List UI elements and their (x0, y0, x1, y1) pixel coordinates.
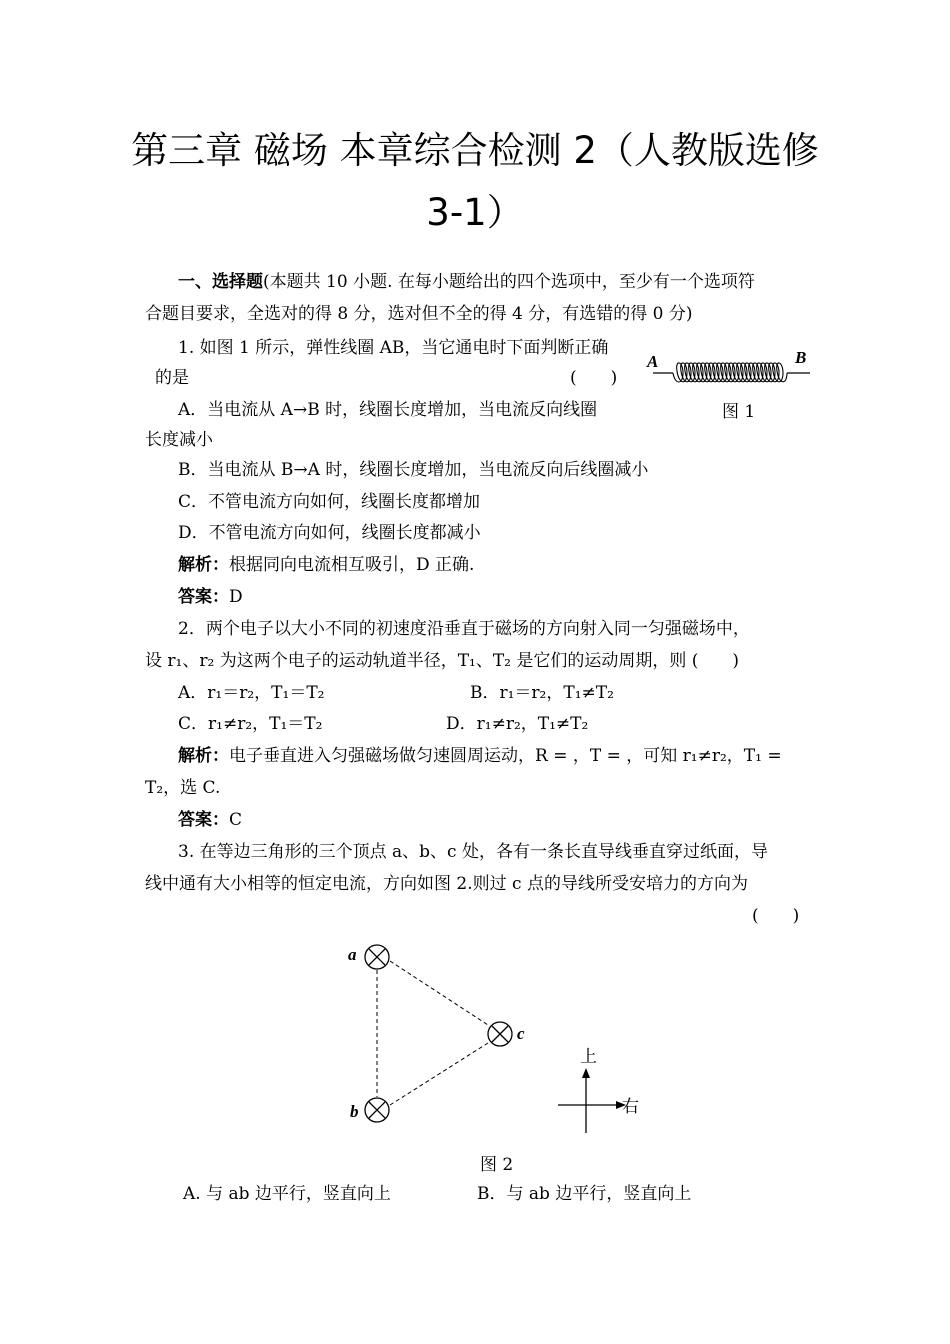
q3-answer-paren: ( ) (752, 906, 800, 926)
figure-2-label-a: a (348, 945, 357, 964)
q1-stem-line2: 的是 (155, 368, 189, 388)
q1-option-a-line2: 长度减小 (145, 430, 213, 450)
q2-analysis-line1 (178, 744, 782, 768)
q2-answer-label: 答案： (178, 810, 229, 830)
wire-b-into-page-icon (365, 1098, 389, 1122)
direction-right-label: 右 (622, 1097, 639, 1116)
q1-answer-value: D (229, 587, 243, 607)
q1-answer (178, 585, 243, 609)
figure-2-label-c: c (517, 1024, 525, 1043)
figure-2-caption: 图 2 (480, 1155, 514, 1175)
q3-stem-line1: 3. 在等边三角形的三个顶点 a、b、c 处，各有一条长直导线垂直穿过纸面，导 (178, 842, 768, 862)
figure-1-caption: 图 1 (722, 402, 756, 422)
direction-axes-icon (558, 1068, 626, 1133)
q1-option-b: B．当电流从 B→A 时，线圈长度增加，当电流反向后线圈减小 (178, 460, 649, 480)
q2-stem-line2: 设 r₁、r₂ 为这两个电子的运动轨道半径，T₁、T₂ 是它们的运动周期，则 ( ) (145, 651, 740, 671)
q1-option-a-line1: A．当电流从 A→B 时，线圈长度增加，当电流反向线圈 (178, 400, 598, 420)
q3-stem-line2: 线中通有大小相等的恒定电流，方向如图 2.则过 c 点的导线所受安培力的方向为 (145, 874, 748, 894)
section-label: 一、选择题 (178, 272, 263, 292)
figure-1-label-a: A (647, 352, 659, 371)
q1-option-c: C．不管电流方向如何，线圈长度都增加 (178, 492, 481, 512)
q2-option-c: C．r₁≠r₂，T₁＝T₂ (178, 714, 323, 734)
q1-analysis (178, 553, 474, 577)
figure-1-coil (645, 345, 815, 393)
q2-analysis-text: 电子垂直进入匀强磁场做匀速圆周运动，R = ，T = ，可知 r₁≠r₂，T₁ = (229, 746, 782, 766)
q2-analysis-line2: T₂，选 C. (145, 778, 221, 798)
q2-stem-line1: 2．两个电子以大小不同的初速度沿垂直于磁场的方向射入同一匀强磁场中， (178, 619, 750, 639)
wire-a-into-page-icon (365, 945, 389, 969)
page-title-line1: 第三章 磁场 本章综合检测 2（人教版选修 (131, 129, 819, 172)
q2-option-a: A．r₁＝r₂，T₁＝T₂ (178, 683, 325, 703)
q2-answer-value: C (229, 810, 243, 830)
q1-analysis-label: 解析： (178, 555, 229, 575)
section-intro: (本题共 10 小题. 在每小题给出的四个选项中，至少有一个选项符 (263, 272, 755, 292)
wire-c-into-page-icon (488, 1022, 512, 1046)
q1-answer-label: 答案： (178, 587, 229, 607)
q2-analysis-label: 解析： (178, 746, 229, 766)
q1-answer-paren: ( ) (570, 368, 618, 388)
q2-option-b: B．r₁＝r₂，T₁≠T₂ (470, 683, 614, 703)
q2-answer (178, 808, 242, 832)
section-intro-line2: 合题目要求，全选对的得 8 分，选对但不全的得 4 分，有选错的得 0 分) (145, 304, 693, 324)
figure-1-label-b: B (795, 348, 807, 367)
figure-2-triangle (340, 935, 670, 1145)
q3-option-b: B．与 ab 边平行，竖直向上 (477, 1184, 692, 1204)
q1-analysis-text: 根据同向电流相互吸引，D 正确. (229, 555, 475, 575)
direction-up-label: 上 (580, 1047, 597, 1066)
q1-option-d: D．不管电流方向如何，线圈长度都减小 (178, 523, 481, 543)
section-intro-line1 (178, 270, 755, 294)
q3-option-a: A. 与 ab 边平行，竖直向上 (183, 1184, 391, 1204)
q2-option-d: D．r₁≠r₂，T₁≠T₂ (446, 714, 589, 734)
page-title-line2: 3-1） (426, 191, 524, 234)
q1-stem-line1: 1. 如图 1 所示，弹性线圈 AB，当它通电时下面判断正确 (178, 338, 609, 358)
figure-2-label-b: b (350, 1102, 359, 1121)
